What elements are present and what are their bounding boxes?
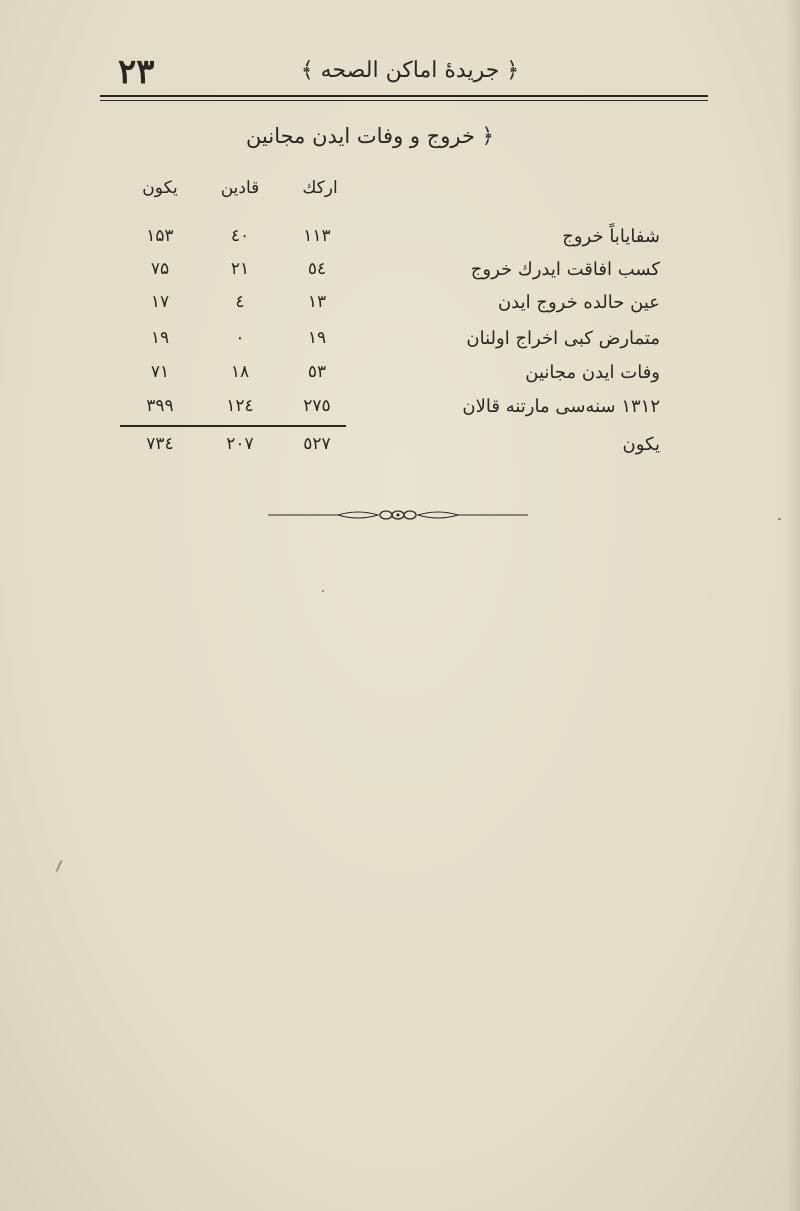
row-label-improved: كسب افاقت ايدرك خروج <box>470 259 660 280</box>
table-cell: ۳۹۹ <box>146 396 174 416</box>
table-cell: ٤ <box>235 292 245 312</box>
table-cell-total: ۷۳٤ <box>146 434 174 454</box>
running-title: ﴿ جريدهٔ اماكن الصحه ﴾ <box>300 58 520 83</box>
table-cell: ۱۲٤ <box>226 396 254 416</box>
table-cell: ۱۵۳ <box>146 226 174 246</box>
paper-speck <box>778 518 781 520</box>
paper-speck <box>322 590 324 592</box>
table-cell: ۱۸ <box>230 362 250 382</box>
row-label-deceased: وفات ايدن مجانين <box>525 362 660 383</box>
table-cell: ۱۹ <box>307 328 327 348</box>
table-cell: ٥٤ <box>307 259 327 279</box>
table-cell: ۰ <box>235 328 245 348</box>
ornament-divider <box>268 505 528 525</box>
sum-rule <box>120 425 346 427</box>
table-cell: ۱۷ <box>150 292 170 312</box>
page-number: ۲۳ <box>118 52 155 92</box>
page-edge-shadow <box>786 0 800 1211</box>
table-cell: ٥۳ <box>307 362 327 382</box>
table-cell: ۷۵ <box>150 259 170 279</box>
header-rule-thick <box>100 95 708 97</box>
table-cell: ۲۷٥ <box>303 396 331 416</box>
column-header-total: يكون <box>142 178 178 198</box>
table-cell: ٤۰ <box>230 226 250 246</box>
table-cell: ۷۱ <box>150 362 170 382</box>
table-cell-total: ٥۲۷ <box>303 434 331 454</box>
table-cell: ۲۱ <box>230 259 250 279</box>
table-cell: ۱۳ <box>307 292 327 312</box>
table-cell-total: ۲۰۷ <box>226 434 254 454</box>
row-label-cured: شفاياباً خروج <box>562 226 660 247</box>
row-label-malingerers: متمارض كبى اخراج اولنان <box>466 328 660 349</box>
header-rule-thin <box>100 100 708 101</box>
table-title: ﴿ خروج و وفات ايدن مجانين <box>246 124 494 148</box>
column-header-men: اركك <box>302 178 338 198</box>
table-cell: ۱۹ <box>150 328 170 348</box>
row-label-remaining: ۱۳۱۲ سنه‌سى مارتنه قالان <box>462 396 660 417</box>
row-label-unchanged: عين حالده خروج ايدن <box>497 292 660 313</box>
row-label-total: يكون <box>622 434 660 455</box>
column-header-women: قادين <box>220 178 260 198</box>
table-cell: ۱۱۳ <box>303 226 331 246</box>
